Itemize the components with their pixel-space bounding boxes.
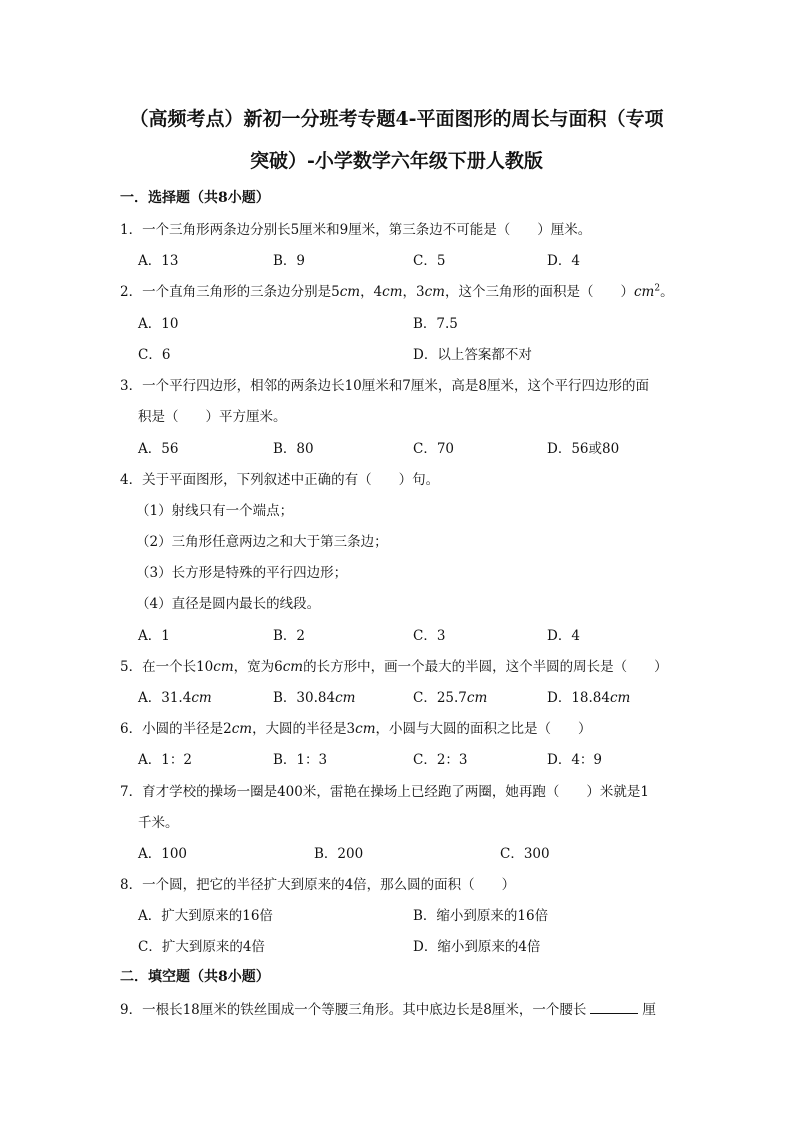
q3-option-d: D．56或80 (547, 441, 620, 457)
q4-option-a: A．1 (138, 628, 170, 644)
q3-option-a: A．56 (138, 441, 179, 457)
question-4-text: 4．关于平面图形，下列叙述中正确的有（ ）句。 (120, 472, 440, 488)
document-title-line2: 突破）-小学数学六年级下册人教版 (250, 150, 543, 172)
q7-option-c: C．300 (500, 846, 550, 862)
q8-option-b: B．缩小到原来的16倍 (413, 908, 549, 924)
q8-option-c: C．扩大到原来的4倍 (138, 939, 265, 955)
q4-option-d: D．4 (547, 628, 580, 644)
q7-option-a: A．100 (138, 846, 188, 862)
q6-option-a: A．1：2 (138, 752, 192, 768)
question-6-text: 6．小圆的半径是2cm，大圆的半径是3cm，小圆与大圆的面积之比是（ ） (120, 721, 592, 737)
question-7-text-line1: 7．育才学校的操场一圈是400米，雷艳在操场上已经跑了两圈，她再跑（ ）米就是1 (120, 784, 649, 800)
q1-option-b: B．9 (273, 253, 306, 269)
q9-answer-blank (590, 1001, 638, 1014)
q4-statement-2: （2）三角形任意两边之和大于第三条边； (136, 534, 388, 550)
question-3-text-line1: 3．一个平行四边形，相邻的两条边长10厘米和7厘米，高是8厘米，这个平行四边形的面 (120, 378, 649, 394)
q1-option-d: D．4 (547, 253, 580, 269)
q2-option-d: D．以上答案都不对 (413, 347, 532, 363)
q6-option-b: B．1：3 (273, 752, 328, 768)
question-1-text: 1．一个三角形两条边分别长5厘米和9厘米，第三条边不可能是（ ）厘米。 (120, 222, 592, 238)
q8-option-a: A．扩大到原来的16倍 (138, 908, 273, 924)
q3-option-b: B．80 (273, 441, 314, 457)
q2-option-a: A．10 (138, 316, 179, 332)
q5-option-c: C．25.7cm (413, 690, 488, 706)
q2-option-b: B．7.5 (413, 316, 458, 332)
q4-statement-3: （3）长方形是特殊的平行四边形； (136, 565, 348, 581)
document-title-line1: （高频考点）新初一分班考专题4-平面图形的周长与面积（专项 (129, 108, 664, 130)
q8-option-d: D．缩小到原来的4倍 (413, 939, 541, 955)
question-7-text-line2: 千米。 (138, 815, 179, 831)
q6-option-c: C．2：3 (413, 752, 468, 768)
section-header-fill: 二．填空题（共8小题） (120, 969, 270, 985)
q2-option-c: C．6 (138, 347, 171, 363)
question-3-text-line2: 积是（ ）平方厘米。 (138, 409, 287, 425)
q1-option-c: C．5 (413, 253, 446, 269)
section-header-choice: 一．选择题（共8小题） (120, 190, 270, 206)
question-8-text: 8．一个圆，把它的半径扩大到原来的4倍，那么圆的面积（ ） (120, 877, 516, 893)
question-5-text: 5．在一个长10cm，宽为6cm的长方形中，画一个最大的半圆，这个半圆的周长是（ ） (120, 659, 668, 675)
q4-statement-1: （1）射线只有一个端点； (136, 503, 294, 519)
q5-option-a: A．31.4cm (138, 690, 212, 706)
q4-option-b: B．2 (273, 628, 306, 644)
question-9-text: 9．一根长18厘米的铁丝围成一个等腰三角形。其中底边长是8厘米，一个腰长 厘 (120, 1002, 656, 1018)
q5-option-b: B．30.84cm (273, 690, 356, 706)
q3-option-c: C．70 (413, 441, 455, 457)
q1-option-a: A．13 (138, 253, 179, 269)
q5-option-d: D．18.84cm (547, 690, 631, 706)
q4-option-c: C．3 (413, 628, 446, 644)
q6-option-d: D．4：9 (547, 752, 603, 768)
q7-option-b: B．200 (314, 846, 364, 862)
question-2-text: 2．一个直角三角形的三条边分别是5cm，4cm，3cm，这个三角形的面积是（ ）$cm^2$。 (120, 283, 674, 300)
q4-statement-4: （4）直径是圆内最长的线段。 (136, 596, 321, 612)
